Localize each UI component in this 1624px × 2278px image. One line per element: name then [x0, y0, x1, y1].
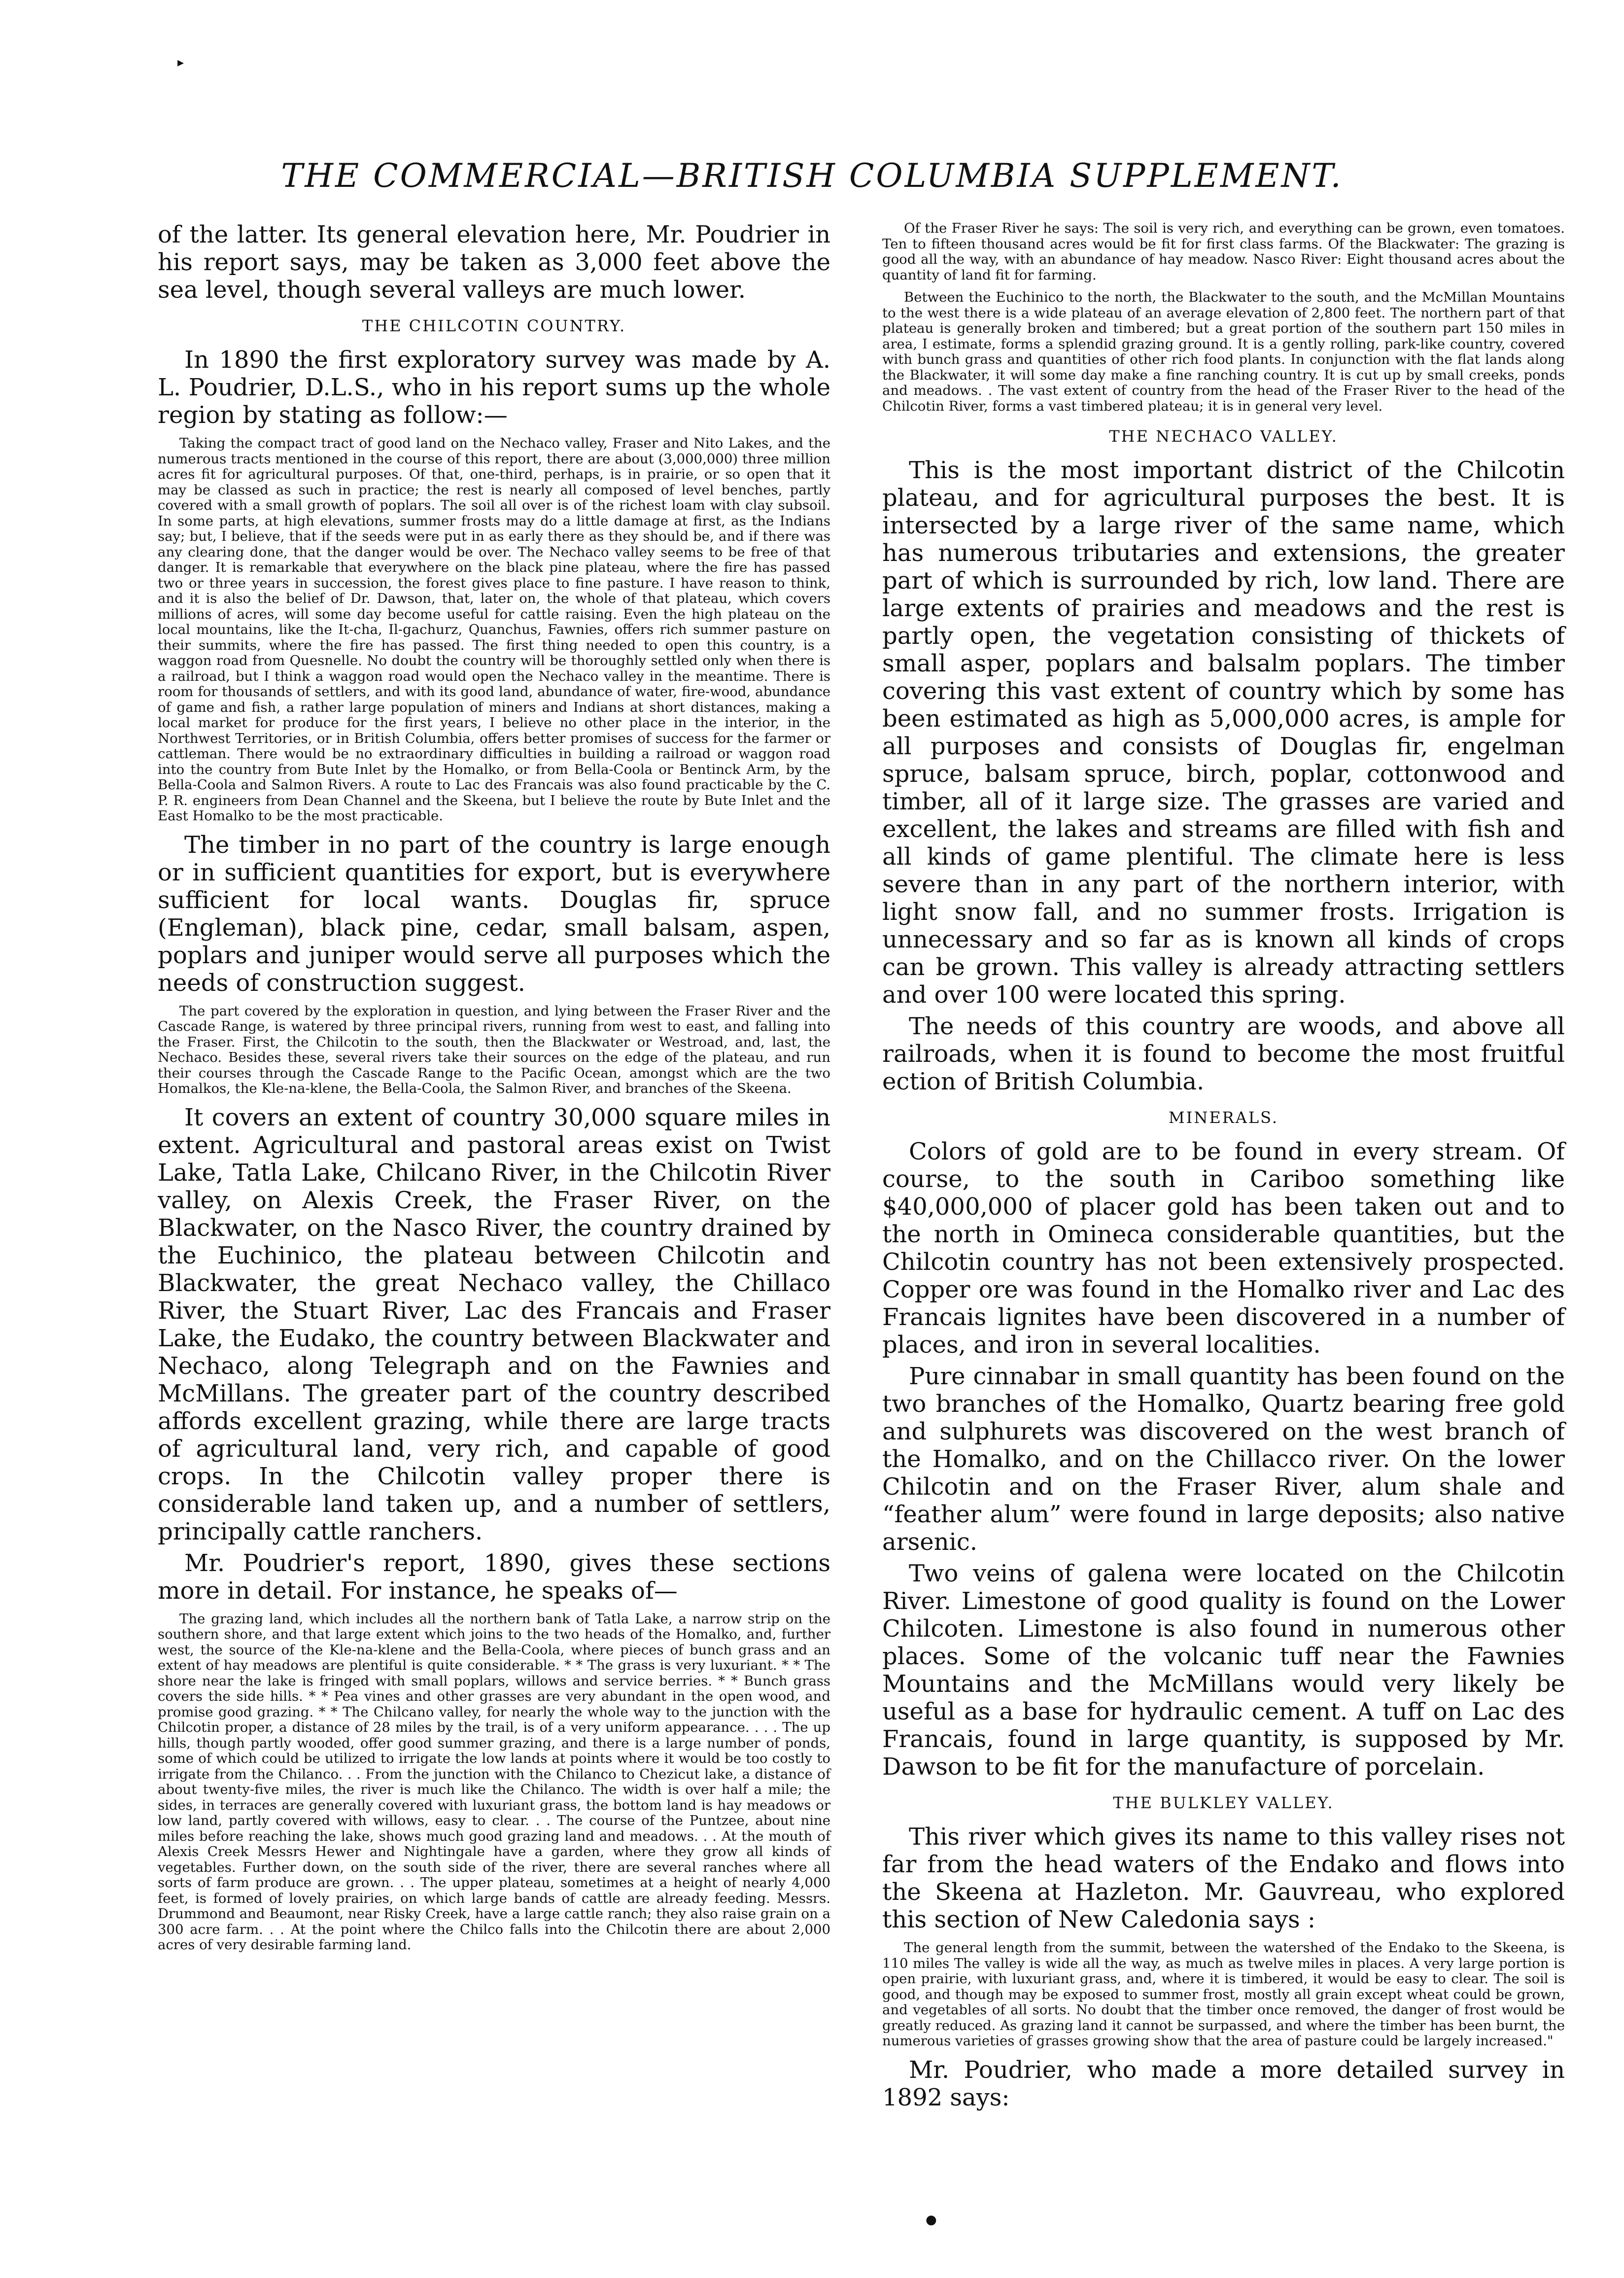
quoted-passage: The general length from the summit, between the watershed of the Endako to the Skeena, is 110 miles The valley is wide all the way, as much as twelve miles in places. A very large portion is open prairie, with luxuriant grass, and, where it is timbered, it would be easy to clear. The soil is good, and though may be exposed to summer frost, mostly all grain except wheat could be grown, and vegetables of all sorts. No doubt that the timber once removed, the danger of frost would be greatly reduced. As grazing land it cannot be surpassed, and where the timber has been burnt, the numerous varieties of grasses growing show that the area of pasture could be largely increased."	[882, 1940, 1565, 2049]
quoted-passage: The grazing land, which includes all the northern bank of Tatla Lake, a narrow strip on the southern shore, and that large extent which joins to the two heads of the Homalko, and, further west, the source of the Kle-na-klene and the Bella-Coola, where pieces of bunch grass and an extent of hay meadows are plentiful is quite considerable. * * The grass is very luxuriant. * * The shore near the lake is fringed with small poplars, willows and service berries. * * Bunch grass covers the side hills. * * Pea vines and other grasses are very abundant in the open wood, and promise good grazing. * * The Chilcano valley, for nearly the whole way to the junction with the Chilcotin proper, a distance of 28 miles by the trail, is of a very uniform appearance. . . . The up hills, though partly wooded, offer good summer grazing, and there is a large number of ponds, some of which could be utilized to irrigate the low lands at points where it would be too costly to irrigate from the Chilanco. . . From the junction with the Chilanco to Chezicut lake, a distance of about twenty-five miles, the river is much like the Chilanco. The width is over half a mile; the sides, in terraces are generally covered with luxuriant grass, the bottom land is hay meadows or low land, partly covered with willows, easy to clear. . . The course of the Puntzee, about nine miles before reaching the lake, shows much good grazing land and meadows. . . At the mouth of Alexis Creek Messrs Hewer and Nightingale have a garden, where they grow all kinds of vegetables. Further down, on the south side of the river, there are several ranches where all sorts of farm produce are grown. . . The upper plateau, sometimes at a height of nearly 4,000 feet, is formed of lovely prairies, on which large bands of cattle are already feeding. Messrs. Drummond and Beaumont, near Risky Creek, have a large cattle ranch; they also raise grain on a 300 acre farm. . . At the point where the Chilco falls into the Chilcotin there are about 2,000 acres of very desirable farming land.	[158, 1611, 830, 1953]
quoted-passage: Taking the compact tract of good land on the Nechaco valley, Fraser and Nito Lakes, and the numerous tracts mentioned in the course of this report, there are about (3,000,000) three million acres fit for agricultural purposes. Of that, one-third, perhaps, is in prairie, or so open that it may be classed as such in practice; the rest is nearly all composed of level benches, partly covered with a small growth of poplars. The soil all over is of the richest loam with clay subsoil. In some parts, at high elevations, summer frosts may do a little damage at first, as the Indians say; but, I believe, that if the seeds were put in as early there as they should be, and if there was any clearing done, that the danger would be over. The Nechaco valley seems to be free of that danger. It is remarkable that everywhere on the black pine plateau, where the fire has passed two or three years in succession, the forest gives place to fine pasture. I have reason to think, and it is also the belief of Dr. Dawson, that, later on, the whole of that plateau, which covers millions of acres, will some day become useful for cattle raising. Even the high plateau on the local mountains, like the It-cha, Il-gachurz, Quanchus, Fawnies, offers rich summer pasture on their summits, where the fire has passed. The first thing needed to open this country, is a waggon road from Quesnelle. No doubt the country will be thoroughly settled only when there is a railroad, but I think a waggon road would open the Nechaco valley in the meantime. There is room for thousands of settlers, and with its good land, abundance of water, fire-wood, abundance of game and fish, a rather large population of miners and Indians at short distances, making a local market for produce for the first years, I believe no other place in the interior, in the Northwest Territories, or in British Columbia, offers better promises of success for the farmer or cattleman. There would be no extraordinary difficulties in building a railroad or waggon road into the country from Bute Inlet by the Homalko, or from Bella-Coola or Bentinck Arm, by the Bella-Coola and Salmon Rivers. A route to Lac des Francais was also found practicable by the C. P. R. engineers from Dean Channel and the Skeena, but I believe the route by Bute Inlet and the East Homalko to be the most practicable.	[158, 435, 830, 824]
corner-mark: ▸	[177, 55, 184, 70]
left-column	[158, 221, 830, 1960]
paragraph: This is the most important district of the Chilcotin plateau, and for agricultural purposes the best. It is intersected by a large river of the same name, which has numerous tributaries and extensions, the greater part of which is surrounded by rich, low land. There are large extents of prairies and meadows and the rest is partly open, the vegetation consisting of thickets of small asper, poplars and balsalm poplars. The timber covering this vast extent of country which by some has been estimated as high as 5,000,000 acres, is ample for all purposes and consists of Douglas fir, engelman spruce, balsam spruce, birch, poplar, cottonwood and timber, all of it large size. The grasses are varied and excellent, the lakes and streams are filled with fish and all kinds of game plentiful. The climate here is less severe than in any part of the northern interior, with light snow fall, and no summer frosts. Irrigation is unnecessary and so far as is known all kinds of crops can be grown. This valley is already attracting settlers and over 100 were located this spring.	[882, 456, 1565, 1009]
paragraph: Pure cinnabar in small quantity has been found on the two branches of the Homalko, Quartz bearing free gold and sulphurets was discovered on the west branch of the Homalko, and on the Chillacco river. On the lower Chilcotin and on the Fraser River, alum shale and “feather alum” were found in large deposits; also native arsenic.	[882, 1363, 1565, 1556]
paragraph: Colors of gold are to be found in every stream. Of course, to the south in Cariboo something like $40,000,000 of placer gold has been taken out and to the north in Omineca considerable quantities, but the Chilcotin country has not been extensively prospected. Copper ore was found in the Homalko river and Lac des Francais lignites have been discovered in a number of places, and iron in several localities.	[882, 1138, 1565, 1359]
paragraph: The needs of this country are woods, and above all railroads, when it is found to become the most fruitful ection of British Columbia.	[882, 1013, 1565, 1095]
paragraph: This river which gives its name to this valley rises not far from the head waters of the Endako and flows into the Skeena at Hazleton. Mr. Gauvreau, who explored this section of New Caledonia says :	[882, 1823, 1565, 1933]
section-heading: THE NECHACO VALLEY.	[1109, 427, 1338, 446]
paragraph: Mr. Poudrier's report, 1890, gives these sections more in detail. For instance, he speaks of—	[158, 1549, 830, 1605]
bottom-mark: ●	[926, 2212, 937, 2227]
paragraph: Mr. Poudrier, who made a more detailed survey in 1892 says:	[882, 2056, 1565, 2111]
paragraph: The timber in no part of the country is large enough or in sufficient quantities for export, but is everywhere sufficient for local wants. Douglas fir, spruce (Engleman), black pine, cedar, small balsam, aspen, poplars and juniper would serve all purposes which the needs of construction suggest.	[158, 831, 830, 997]
section-heading: MINERALS.	[1168, 1108, 1279, 1127]
paragraph: In 1890 the first exploratory survey was made by A. L. Poudrier, D.L.S., who in his report sums up the whole region by stating as follow:—	[158, 346, 830, 429]
right-column	[882, 221, 1565, 2111]
paragraph: of the latter. Its general elevation here, Mr. Poudrier in his report says, may be taken as 3,000 feet above the sea level, though several valleys are much lower.	[158, 221, 830, 304]
paragraph: It covers an extent of country 30,000 square miles in extent. Agricultural and pastoral areas exist on Twist Lake, Tatla Lake, Chilcano River, in the Chilcotin River valley, on Alexis Creek, the Fraser River, on the Blackwater, on the Nasco River, the country drained by the Euchinico, the plateau between Chilcotin and Blackwater, the great Nechaco valley, the Chillaco River, the Stuart River, Lac des Francais and Fraser Lake, the Eudako, the country between Blackwater and Nechaco, along Telegraph and on the Fawnies and McMillans. The greater part of the country described affords excellent grazing, while there are large tracts of agricultural land, very rich, and capable of good crops. In the Chilcotin valley proper there is considerable land taken up, and a number of settlers, principally cattle ranchers.	[158, 1103, 830, 1545]
quoted-passage: Of the Fraser River he says: The soil is very rich, and everything can be grown, even tomatoes. Ten to fifteen thousand acres would be fit for first class farms. Of the Blackwater: The grazing is good all the way, with an abundance of hay meadow. Nasco River: Eight thousand acres about the quantity of land fit for farming.	[882, 220, 1565, 283]
quoted-passage: Between the Euchinico to the north, the Blackwater to the south, and the McMillan Mountains to the west there is a wide plateau of an average elevation of 2,800 feet. The northern part of that plateau is generally broken and timbered; but a great portion of the southern part 150 miles in area, I estimate, forms a splendid grazing ground. It is a gently rolling, park-like country, covered with bunch grass and quantities of other rich food plants. In conjunction with the flat lands along the Blackwater, it will some day make a fine ranching country. It is cut up by small creeks, ponds and meadows. . The vast extent of country from the head of the Fraser River to the head of the Chilcotin River, forms a vast timbered plateau; it is in general very level.	[882, 289, 1565, 414]
page-header: THE COMMERCIAL—BRITISH COLUMBIA SUPPLEMENT.	[281, 157, 1343, 195]
section-heading: THE CHILCOTIN COUNTRY.	[362, 316, 626, 335]
paragraph: Two veins of galena were located on the Chilcotin River. Limestone of good quality is found on the Lower Chilcoten. Limestone is also found in numerous other places. Some of the volcanic tuff near the Fawnies Mountains and the McMillans would very likely be useful as a base for hydraulic cement. A tuff on Lac des Francais, found in large quantity, is supposed by Mr. Dawson to be fit for the manufacture of porcelain.	[882, 1560, 1565, 1781]
quoted-passage: The part covered by the exploration in question, and lying between the Fraser River and the Cascade Range, is watered by three principal rivers, running from west to east, and falling into the Fraser. First, the Chilcotin to the south, then the Blackwater or Westroad, and, last, the Nechaco. Besides these, several rivers take their sources on the edge of the plateau, and run their courses through the Cascade Range to the Pacific Ocean, amongst which are the two Homalkos, the Kle-na-klene, the Bella-Coola, the Salmon River, and branches of the Skeena.	[158, 1003, 830, 1096]
section-heading: THE BULKLEY VALLEY.	[1113, 1793, 1334, 1812]
